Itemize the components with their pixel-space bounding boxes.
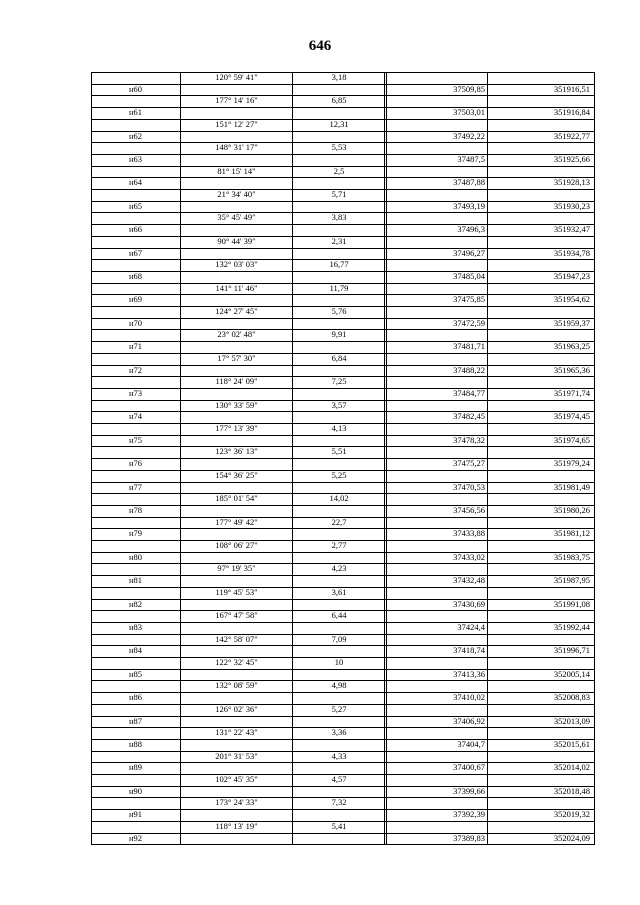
y-coordinate: 351974,45 [553, 411, 590, 422]
segment-length: 4,23 [331, 563, 347, 574]
x-coordinate: 37424,4 [457, 621, 485, 632]
point-name: н74 [128, 411, 143, 422]
segment-length: 22,7 [331, 516, 347, 527]
coordinates-table [91, 72, 595, 844]
y-coordinate: 351991,08 [553, 598, 590, 609]
point-name: н80 [128, 551, 143, 562]
direction-angle: 132° 08' 59" [215, 680, 258, 691]
direction-angle: 21° 34' 40" [217, 189, 256, 199]
x-coordinate: 37496,27 [453, 247, 485, 258]
y-coordinate: 351971,74 [553, 387, 590, 398]
x-coordinate: 37389,83 [453, 832, 485, 843]
x-coordinate: 37410,02 [453, 692, 485, 703]
point-name: н91 [128, 809, 143, 820]
point-name: н84 [128, 645, 143, 656]
direction-angle: 97° 19' 35" [217, 563, 256, 574]
x-coordinate: 37430,69 [453, 598, 485, 609]
direction-angle: 132° 03' 03" [215, 259, 258, 270]
segment-length: 9,91 [331, 329, 347, 340]
segment-length: 5,25 [331, 469, 347, 480]
x-coordinate: 37400,67 [453, 762, 485, 773]
point-name: н62 [128, 130, 143, 141]
x-coordinate: 37485,04 [453, 270, 485, 281]
point-name: н92 [128, 832, 143, 843]
segment-length: 3,36 [331, 727, 347, 738]
x-coordinate: 37399,66 [453, 785, 485, 796]
point-name: н69 [128, 294, 143, 305]
direction-angle: 90° 44' 39" [217, 235, 256, 246]
y-coordinate: 352019,32 [553, 809, 590, 820]
point-name: н87 [128, 715, 143, 726]
segment-length: 6,44 [331, 610, 347, 621]
x-coordinate: 37406,92 [453, 715, 485, 726]
segment-length: 5,53 [331, 142, 347, 153]
point-name: н73 [128, 387, 143, 398]
direction-angle: 177° 14' 16" [215, 95, 258, 106]
y-coordinate: 352024,09 [553, 832, 590, 843]
x-coordinate: 37493,19 [453, 200, 485, 211]
point-name: н81 [128, 575, 143, 586]
direction-angle: 124° 27' 45" [215, 306, 258, 316]
direction-angle: 102° 45' 35" [215, 774, 258, 784]
segment-length: 14,02 [329, 493, 349, 504]
direction-angle: 177° 13' 39" [215, 423, 258, 433]
segment-length: 5,41 [331, 820, 347, 831]
direction-angle: 126° 02' 36" [215, 703, 258, 714]
segment-length: 2,31 [331, 235, 347, 246]
segment-length: 2,77 [331, 540, 347, 550]
x-coordinate: 37433,88 [453, 528, 485, 539]
x-coordinate: 37487,88 [453, 177, 485, 188]
y-coordinate: 351979,24 [553, 458, 590, 469]
x-coordinate: 37418,74 [453, 645, 485, 656]
x-coordinate: 37509,85 [453, 83, 485, 94]
segment-length: 7,25 [331, 376, 347, 387]
y-coordinate: 351965,36 [553, 364, 590, 375]
y-coordinate: 351992,44 [553, 621, 590, 632]
segment-length: 2,5 [333, 165, 345, 176]
segment-length: 10 [334, 657, 344, 667]
y-coordinate: 351932,47 [553, 224, 590, 235]
segment-length: 3,18 [331, 72, 347, 82]
point-name: н83 [128, 621, 143, 632]
y-coordinate: 351934,78 [553, 247, 590, 258]
x-coordinate: 37413,36 [453, 668, 485, 679]
direction-angle: 131° 22' 43" [215, 727, 258, 738]
direction-angle: 177° 49' 42" [215, 516, 258, 527]
direction-angle: 118° 13' 19" [215, 820, 258, 831]
point-name: н76 [128, 458, 143, 469]
x-coordinate: 37487,5 [457, 153, 485, 164]
point-name: н63 [128, 153, 143, 164]
direction-angle: 142° 58' 07" [215, 633, 258, 644]
direction-angle: 35° 45' 49" [217, 212, 256, 223]
x-coordinate: 37484,77 [453, 387, 485, 398]
direction-angle: 151° 12' 27" [215, 118, 258, 129]
y-coordinate: 351974,65 [553, 434, 590, 445]
segment-length: 6,84 [331, 352, 347, 363]
direction-angle: 173° 24' 33" [215, 797, 258, 808]
point-name: н71 [128, 341, 143, 352]
x-coordinate: 37404,7 [457, 738, 485, 749]
direction-angle: 23° 02' 48" [217, 329, 256, 340]
y-coordinate: 352013,09 [553, 715, 590, 726]
x-coordinate: 37481,71 [453, 341, 485, 352]
point-name: н66 [128, 224, 143, 235]
y-coordinate: 351981,49 [553, 481, 590, 492]
point-name: н89 [128, 762, 143, 773]
segment-length: 7,09 [331, 633, 347, 644]
segment-length: 12,31 [329, 118, 349, 129]
y-coordinate: 351980,26 [553, 504, 590, 515]
point-name: н64 [128, 177, 143, 188]
segment-length: 5,76 [331, 306, 347, 316]
y-coordinate: 352005,14 [553, 668, 590, 679]
direction-angle: 154° 36' 25" [215, 469, 258, 480]
point-name: н60 [128, 83, 143, 94]
direction-angle: 108° 06' 27" [215, 540, 258, 550]
segment-length: 7,32 [331, 797, 347, 808]
x-coordinate: 37470,53 [453, 481, 485, 492]
point-name: н78 [128, 504, 143, 515]
x-coordinate: 37478,32 [453, 434, 485, 445]
segment-length: 4,13 [331, 423, 347, 433]
point-name: н70 [128, 317, 143, 328]
direction-angle: 185° 01' 54" [215, 493, 258, 504]
point-name: н88 [128, 738, 143, 749]
x-coordinate: 37472,59 [453, 317, 485, 328]
y-coordinate: 351996,71 [553, 645, 590, 656]
point-name: н68 [128, 270, 143, 281]
y-coordinate: 351963,25 [553, 341, 590, 352]
column-rule [384, 72, 640, 844]
segment-length: 16,77 [329, 259, 349, 270]
point-name: н79 [128, 528, 143, 539]
direction-angle: 148° 31' 17" [215, 142, 258, 153]
point-name: н61 [128, 107, 143, 118]
direction-angle: 123° 36' 13" [215, 446, 258, 457]
y-coordinate: 351925,66 [553, 153, 590, 164]
y-coordinate: 351930,23 [553, 200, 590, 211]
direction-angle: 118° 24' 09" [215, 376, 258, 387]
segment-length: 3,61 [331, 586, 347, 597]
direction-angle: 81° 15' 14" [217, 165, 256, 176]
point-name: н90 [128, 785, 143, 796]
segment-length: 5,51 [331, 446, 347, 457]
direction-angle: 167° 47' 58" [215, 610, 258, 621]
y-coordinate: 351916,51 [553, 83, 590, 94]
direction-angle: 130° 33' 59" [215, 399, 258, 410]
y-coordinate: 351983,75 [553, 551, 590, 562]
point-name: н85 [128, 668, 143, 679]
y-coordinate: 351916,84 [553, 107, 590, 118]
point-name: н65 [128, 200, 143, 211]
y-coordinate: 351987,95 [553, 575, 590, 586]
y-coordinate: 351947,23 [553, 270, 590, 281]
direction-angle: 17° 57' 30" [217, 352, 256, 363]
point-name: н67 [128, 247, 143, 258]
x-coordinate: 37433,02 [453, 551, 485, 562]
segment-length: 3,83 [331, 212, 347, 223]
segment-length: 5,27 [331, 703, 347, 714]
point-name: н86 [128, 692, 143, 703]
x-coordinate: 37456,56 [453, 504, 485, 515]
y-coordinate: 351928,13 [553, 177, 590, 188]
direction-angle: 122° 32' 45" [215, 657, 258, 667]
x-coordinate: 37496,3 [457, 224, 485, 235]
direction-angle: 201° 31' 53" [215, 750, 258, 761]
segment-length: 6,85 [331, 95, 347, 106]
y-coordinate: 351954,62 [553, 294, 590, 305]
x-coordinate: 37432,48 [453, 575, 485, 586]
x-coordinate: 37482,45 [453, 411, 485, 422]
point-name: н75 [128, 434, 143, 445]
direction-angle: 119° 45' 53" [215, 586, 258, 597]
segment-length: 4,98 [331, 680, 347, 691]
y-coordinate: 351959,37 [553, 317, 590, 328]
segment-length: 4,57 [331, 774, 347, 784]
y-coordinate: 351981,12 [553, 528, 590, 539]
y-coordinate: 352008,83 [553, 692, 590, 703]
x-coordinate: 37503,01 [453, 107, 485, 118]
segment-length: 5,71 [331, 189, 347, 199]
y-coordinate: 352015,61 [553, 738, 590, 749]
segment-length: 3,57 [331, 399, 347, 410]
table-rule [91, 844, 595, 857]
direction-angle: 120° 59' 41" [215, 72, 258, 82]
segment-length: 4,33 [331, 750, 347, 761]
point-name: н72 [128, 364, 143, 375]
y-coordinate: 351922,77 [553, 130, 590, 141]
point-name: н82 [128, 598, 143, 609]
direction-angle: 141° 11' 46" [215, 282, 258, 293]
y-coordinate: 352018,48 [553, 785, 590, 796]
point-name: н77 [128, 481, 143, 492]
x-coordinate: 37488,22 [453, 364, 485, 375]
x-coordinate: 37475,85 [453, 294, 485, 305]
x-coordinate: 37392,39 [453, 809, 485, 820]
segment-length: 11,79 [329, 282, 349, 293]
x-coordinate: 37492,22 [453, 130, 485, 141]
page-number: 646 [308, 38, 332, 54]
y-coordinate: 352014,02 [553, 762, 590, 773]
x-coordinate: 37475,27 [453, 458, 485, 469]
